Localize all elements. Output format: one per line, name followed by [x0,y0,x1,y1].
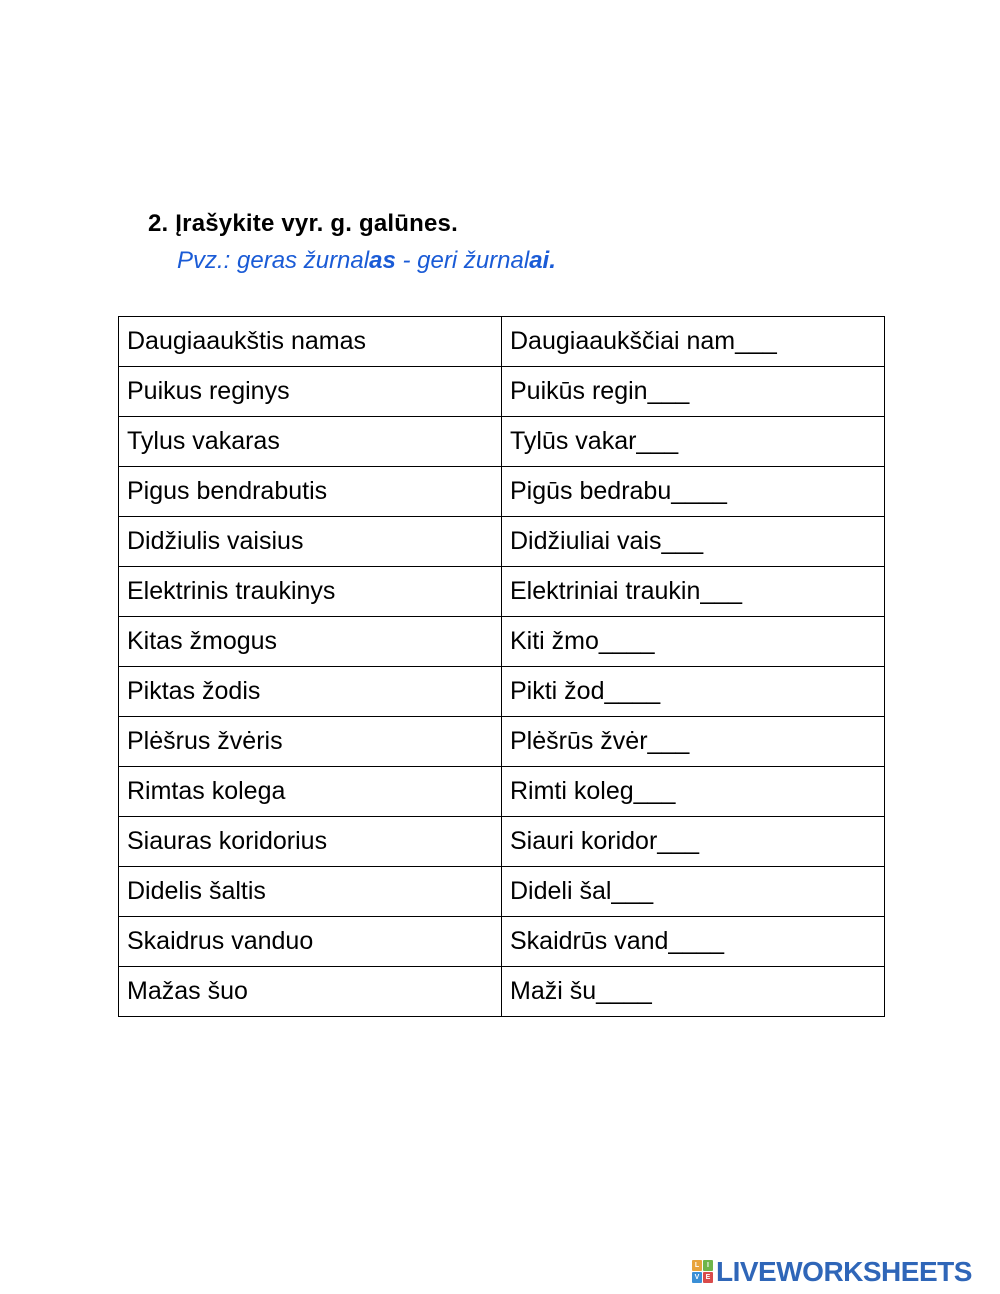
singular-phrase-cell: Siauras koridorius [119,817,502,867]
example-middle: - geri žurnal [395,247,530,274]
logo-letter: L [692,1260,702,1271]
singular-phrase-cell: Plėšrus žvėris [119,717,502,767]
table-row [119,917,885,967]
plural-phrase-cell[interactable]: Pigūs bedrabu____ [502,467,885,517]
singular-phrase-cell: Rimtas kolega [119,767,502,817]
singular-phrase-cell: Puikus reginys [119,367,502,417]
task-title: 2. Įrašykite vyr. g. galūnes. [148,210,458,237]
table-row [119,517,885,567]
table-row [119,567,885,617]
singular-phrase-cell: Mažas šuo [119,967,502,1017]
example-ending-singular: as [369,247,396,274]
exercise-table-body [119,317,885,1017]
singular-phrase-cell: Pigus bendrabutis [119,467,502,517]
singular-phrase-cell: Tylus vakaras [119,417,502,467]
singular-phrase-cell: Kitas žmogus [119,617,502,667]
singular-phrase-cell: Didelis šaltis [119,867,502,917]
table-row [119,967,885,1017]
plural-phrase-cell[interactable]: Didžiuliai vais___ [502,517,885,567]
singular-phrase-cell: Skaidrus vanduo [119,917,502,967]
example-ending-plural: ai. [529,247,556,274]
exercise-table [118,316,885,1017]
logo-letter: V [692,1272,702,1283]
liveworksheets-logo-icon [692,1260,714,1284]
plural-phrase-cell[interactable]: Rimti koleg___ [502,767,885,817]
table-row [119,817,885,867]
plural-phrase-cell[interactable]: Daugiaaukščiai nam___ [502,317,885,367]
singular-phrase-cell: Elektrinis traukinys [119,567,502,617]
plural-phrase-cell[interactable]: Puikūs regin___ [502,367,885,417]
brand-name: LIVEWORKSHEETS [716,1256,972,1287]
plural-phrase-cell[interactable]: Elektriniai traukin___ [502,567,885,617]
plural-phrase-cell[interactable]: Skaidrūs vand____ [502,917,885,967]
plural-phrase-cell[interactable]: Siauri koridor___ [502,817,885,867]
table-row [119,317,885,367]
logo-letter: E [703,1272,713,1283]
plural-phrase-cell[interactable]: Pikti žod____ [502,667,885,717]
table-row [119,467,885,517]
table-row [119,767,885,817]
plural-phrase-cell[interactable]: Dideli šal___ [502,867,885,917]
example-prefix: Pvz.: geras žurnal [177,247,370,274]
singular-phrase-cell: Piktas žodis [119,667,502,717]
table-row [119,717,885,767]
logo-letter: I [703,1260,713,1271]
plural-phrase-cell[interactable]: Plėšrūs žvėr___ [502,717,885,767]
table-row [119,867,885,917]
plural-phrase-cell[interactable]: Maži šu____ [502,967,885,1017]
table-row [119,617,885,667]
table-row [119,367,885,417]
singular-phrase-cell: Daugiaaukštis namas [119,317,502,367]
singular-phrase-cell: Didžiulis vaisius [119,517,502,567]
plural-phrase-cell[interactable]: Kiti žmo____ [502,617,885,667]
liveworksheets-brand [692,1256,972,1288]
plural-phrase-cell[interactable]: Tylūs vakar___ [502,417,885,467]
table-row [119,417,885,467]
example-line [177,247,556,275]
table-row [119,667,885,717]
